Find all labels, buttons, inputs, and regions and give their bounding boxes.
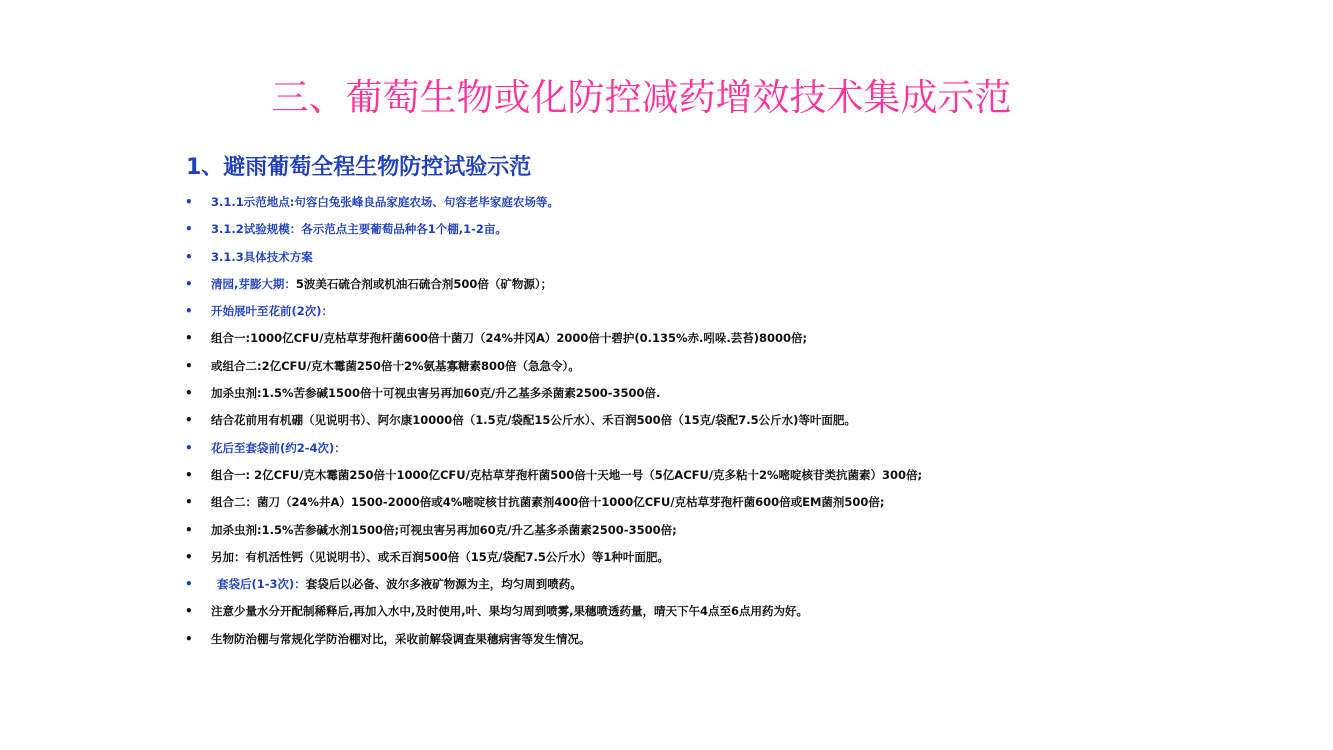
bullet-icon: • [185,549,193,564]
list-item [180,489,1300,516]
list-item [180,517,1300,544]
list-item-text: 3.1.2试验规模：各示范点主要葡萄品种各1个棚,1-2亩。 [211,222,507,237]
bullet-icon: • [185,577,193,592]
bullet-icon: • [185,522,193,537]
bullet-icon: • [185,249,193,264]
list-item [180,271,1300,298]
list-item-text: 加杀虫剂:1.5%苦参碱水剂1500倍;可视虫害另再加60克/升乙基多杀菌素2500-3500倍; [211,522,677,537]
list-item-text: 3.1.1示范地点:句容白兔张峰良品家庭农场、句容老毕家庭农场等。 [211,195,559,209]
list-item [180,189,1300,216]
list-item-text: 组合二：菌刀（24%井A）1500-2000倍或4%嘧啶核甘抗菌素剂400倍十1000亿CFU/克枯草芽孢杆菌600倍或EM菌剂500倍; [211,495,885,510]
list-item-text: 生物防治棚与常规化学防治棚对比，采收前解袋调查果穗病害等发生情况。 [211,631,591,646]
bullet-icon: • [185,304,193,319]
list-item-text: 套袋后以必备、波尔多液矿物源为主，均匀周到喷药。 [305,577,582,592]
bullet-icon: • [185,222,193,237]
bullet-icon: • [185,276,193,291]
list-item [180,626,1300,653]
list-item-lead: 清园,芽膨大期： [211,276,296,291]
list-item-text: 或组合二:2亿CFU/克木霉菌250倍十2%氨基寡糖素800倍（急急令）。 [211,358,580,373]
section-heading: 1、避雨葡萄全程生物防控试验示范 [186,155,532,180]
list-item-lead: 套袋后(1-3次)： [217,577,306,592]
list-item [180,462,1300,489]
list-item-text: 结合花前用有机硼（见说明书）、阿尔康10000倍（1.5克/袋配15公斤水）、禾百润500倍（15克/袋配7.5公斤水)等叶面肥。 [211,413,856,428]
bullet-icon: • [185,495,193,510]
list-item-text: 3.1.3具体技术方案 [211,249,313,264]
list-item [180,435,1300,462]
bullet-icon: • [185,631,193,646]
list-item-text: 花后至套袋前(约2-4次)： [211,440,346,455]
list-item [180,571,1300,598]
list-item-text: 组合一: 2亿CFU/克木霉菌250倍十1000亿CFU/克枯草芽孢杆菌500倍十天地一号（5亿ACFU/克多粘十2%嘧啶核苷类抗菌素）300倍; [211,467,923,482]
list-item-text: 加杀虫剂:1.5%苦参碱1500倍十可视虫害另再加60克/升乙基多杀菌素2500-3500倍. [211,386,661,401]
list-item [180,380,1300,407]
list-item [180,325,1300,352]
list-item-text: 5波美石硫合剂或机油石硫合剂500倍（矿物源）； [295,276,553,291]
bullet-icon: • [185,467,193,482]
list-item [180,407,1300,434]
list-item [180,244,1300,271]
list-item [180,298,1300,325]
bullet-icon: • [185,413,193,428]
bullet-icon: • [185,386,193,401]
list-item-text: 组合一:1000亿CFU/克枯草芽孢杆菌600倍十菌刀（24%井冈A）2000倍十碧护(0.135%赤.吲哚.芸苔)8000倍; [211,331,808,346]
bullet-icon: • [185,604,193,619]
bullet-icon: • [185,440,193,455]
list-item [180,353,1300,380]
list-item [180,544,1300,571]
bullet-list [180,189,1300,653]
list-item [180,216,1300,243]
slide-title: 三、葡萄生物或化防控减药增效技术集成示范 [271,76,1012,119]
list-item-text: 注意少量水分开配制稀释后,再加入水中,及时使用,叶、果均匀周到喷雾,果穗喷透药量，晴天下午4点至6点用药为好。 [211,604,808,619]
list-item-text: 开始展叶至花前(2次)： [211,304,334,319]
bullet-icon: • [185,358,193,373]
list-item [180,598,1300,625]
bullet-icon: • [185,195,193,209]
bullet-icon: • [185,331,193,346]
list-item-text: 另加：有机活性钙（见说明书）、或禾百润500倍（15克/袋配7.5公斤水）等1种叶面肥。 [211,549,669,564]
